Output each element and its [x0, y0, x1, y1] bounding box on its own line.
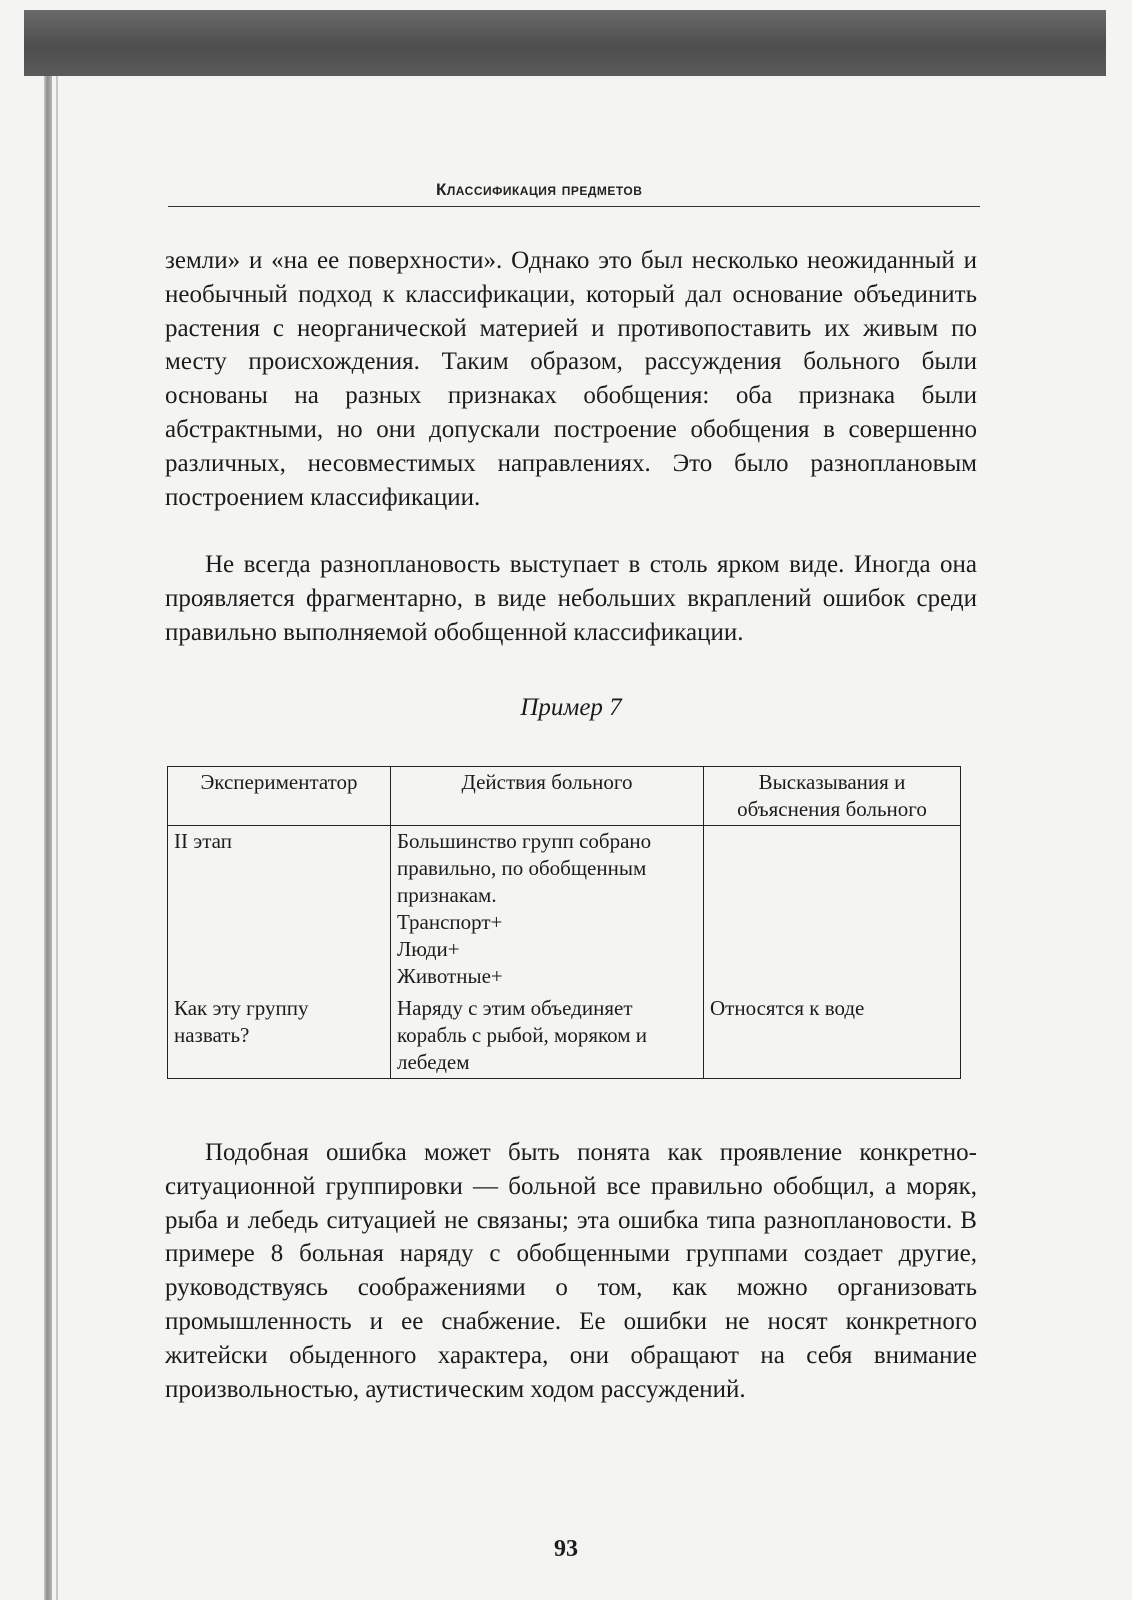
paragraph-3: Подобная ошибка может быть понята как проявление конкретно-ситуационной группировки — больной все правильно обобщил, а моряк, рыба и лебедь ситуацией не связаны; эта ошибка типа разноплановости. В примере 8 больная наряду с обобщенными группами создает другие, руководствуясь соображениями о том, как можно организовать промышленность и ее снабжение. Ее ошибки не носят конкретного житейски обыденного характера, они обращают на себя внимание произвольностью, аутистическим ходом рассуждений.: [165, 1139, 977, 1403]
running-head-text: Классификация предметов: [436, 180, 643, 199]
running-head: [168, 180, 980, 207]
table-header-experimenter: Экспериментатор: [168, 767, 391, 826]
table-cell: Относятся к воде: [704, 993, 961, 1078]
paragraph-1-block: [165, 244, 977, 514]
experiment-table: [167, 766, 961, 1079]
table-row: [168, 993, 961, 1078]
paragraph-2: Не всегда разноплановость выступает в столь ярком виде. Иногда она проявляется фрагментарно, в виде небольших вкраплений ошибок среди правильно выполняемой обобщенной классификации.: [165, 551, 977, 646]
book-spine-line: [56, 76, 58, 1600]
book-spine-edge: [44, 76, 52, 1600]
table-cell: Как эту группу назвать?: [168, 993, 391, 1078]
scan-top-shadow: [24, 10, 1106, 76]
table-row: [168, 826, 961, 994]
paragraph-3-block: [165, 1136, 977, 1406]
table-cell: II этап: [168, 826, 391, 994]
table-cell: Наряду с этим объединяет корабль с рыбой, моряком и лебедем: [391, 993, 704, 1078]
paragraph-2-block: [165, 548, 977, 649]
table-header-statements: Высказывания и объяснения больного: [704, 767, 961, 826]
table-cell: [704, 826, 961, 994]
page-number: 93: [554, 1536, 578, 1562]
example-title: Пример 7: [520, 694, 622, 721]
table-header-row: [168, 767, 961, 826]
paragraph-1: земли» и «на ее поверхности». Однако это был несколько неожиданный и необычный подход к классификации, который дал основание объединить растения с неорганической материей и противопоставить их живым по месту происхождения. Таким образом, рассуждения больного были основаны на разных признаках обобщения: оба признака были абстрактными, но они допускали построение обобщения в совершенно различных, несовместимых направлениях. Это было разноплановым построением классификации.: [165, 247, 977, 511]
table-header-actions: Действия больного: [391, 767, 704, 826]
table-cell: Большинство групп собрано правильно, по обобщенным признакам. Транспорт+ Люди+ Животные+: [391, 826, 704, 994]
